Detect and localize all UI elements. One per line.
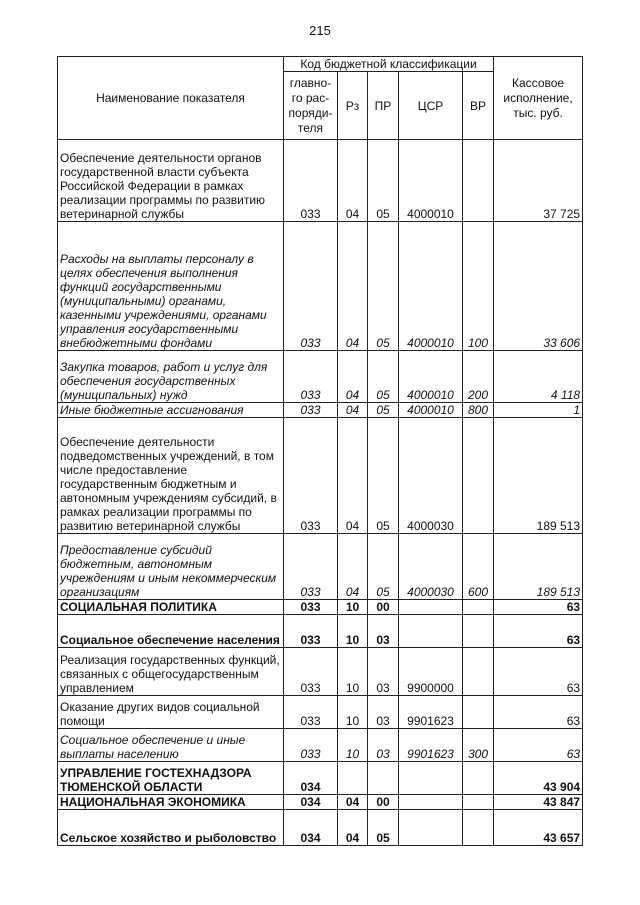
row-rz: 10: [338, 615, 368, 648]
header-csr: ЦСР: [399, 72, 463, 140]
row-amount: 63: [494, 600, 583, 615]
row-csr: 4000010: [399, 222, 463, 351]
header-amount: Кассовое исполнение, тыс. руб.: [494, 57, 583, 140]
row-amount: 33 606: [494, 222, 583, 351]
row-amount: 43 847: [494, 795, 583, 810]
row-gr: 033: [284, 600, 338, 615]
row-csr: 9900000: [399, 648, 463, 696]
header-code-group: Код бюджетной классификации: [284, 57, 494, 72]
row-vr: 100: [463, 222, 494, 351]
row-amount: 37 725: [494, 140, 583, 222]
header-name: Наименование показателя: [58, 57, 284, 140]
row-rz: 04: [338, 351, 368, 403]
row-gr: 033: [284, 351, 338, 403]
table-row: [58, 351, 583, 403]
table-row: [58, 615, 583, 648]
row-pr: 05: [368, 140, 399, 222]
row-csr: [399, 810, 463, 846]
row-vr: [463, 795, 494, 810]
row-csr: [399, 600, 463, 615]
row-csr: 4000010: [399, 403, 463, 418]
row-vr: [463, 615, 494, 648]
row-gr: 033: [284, 615, 338, 648]
row-csr: [399, 615, 463, 648]
table-row: [58, 600, 583, 615]
row-rz: [338, 762, 368, 795]
budget-table: [57, 56, 583, 846]
row-name: Реализация государственных функций, связанных с общегосударственным управлением: [58, 648, 284, 696]
row-rz: 04: [338, 534, 368, 600]
row-amount: 4 118: [494, 351, 583, 403]
row-name: Социальное обеспечение и иные выплаты населению: [58, 729, 284, 762]
row-amount: 43 657: [494, 810, 583, 846]
row-vr: 600: [463, 534, 494, 600]
row-name: Иные бюджетные ассигнования: [58, 403, 284, 418]
row-rz: 04: [338, 140, 368, 222]
row-pr: 00: [368, 795, 399, 810]
row-gr: 033: [284, 418, 338, 534]
row-amount: 63: [494, 648, 583, 696]
row-csr: 4000030: [399, 418, 463, 534]
row-pr: 03: [368, 729, 399, 762]
row-csr: 4000010: [399, 351, 463, 403]
row-rz: 10: [338, 600, 368, 615]
row-name: СОЦИАЛЬНАЯ ПОЛИТИКА: [58, 600, 284, 615]
page-number: 215: [309, 23, 331, 38]
row-csr: 4000010: [399, 140, 463, 222]
table-row: [58, 648, 583, 696]
row-gr: 033: [284, 648, 338, 696]
row-gr: 033: [284, 403, 338, 418]
row-name: Расходы на выплаты персоналу в целях обеспечения выполнения функций государственными (муниципальными) органами, казенными учреждениями, органами управления государственными внебюджетными фондами: [58, 222, 284, 351]
row-rz: 04: [338, 810, 368, 846]
row-csr: 9901623: [399, 729, 463, 762]
row-vr: 800: [463, 403, 494, 418]
table-row: [58, 140, 583, 222]
row-name: Предоставление субсидий бюджетным, автономным учреждениям и иным некоммерческим организациям: [58, 534, 284, 600]
row-pr: 03: [368, 648, 399, 696]
row-pr: 05: [368, 222, 399, 351]
row-amount: 1: [494, 403, 583, 418]
row-name: Оказание других видов социальной помощи: [58, 696, 284, 729]
row-vr: 200: [463, 351, 494, 403]
table-row: [58, 403, 583, 418]
row-rz: 04: [338, 403, 368, 418]
row-name: НАЦИОНАЛЬНАЯ ЭКОНОМИКА: [58, 795, 284, 810]
row-name: Обеспечение деятельности подведомственных учреждений, в том числе предоставление государственным бюджетным и автономным учреждениям субсидий, в рамках реализации программы по развитию ветеринарной службы: [58, 418, 284, 534]
header-pr: ПР: [368, 72, 399, 140]
row-pr: 00: [368, 600, 399, 615]
row-pr: 05: [368, 403, 399, 418]
row-name: Обеспечение деятельности органов государственной власти субъекта Российской Федерации в рамках реализации программы по развитию ветеринарной службы: [58, 140, 284, 222]
table-row: [58, 222, 583, 351]
header-vr: ВР: [463, 72, 494, 140]
row-name: Социальное обеспечение населения: [58, 615, 284, 648]
row-amount: 63: [494, 729, 583, 762]
row-pr: 05: [368, 418, 399, 534]
table-row: [58, 762, 583, 795]
row-csr: [399, 795, 463, 810]
row-gr: 033: [284, 729, 338, 762]
row-pr: 03: [368, 615, 399, 648]
row-gr: 034: [284, 795, 338, 810]
row-amount: 43 904: [494, 762, 583, 795]
row-gr: 033: [284, 534, 338, 600]
row-amount: 63: [494, 615, 583, 648]
row-gr: 034: [284, 762, 338, 795]
header-rz: Рз: [338, 72, 368, 140]
table-row: [58, 534, 583, 600]
row-rz: 04: [338, 222, 368, 351]
row-gr: 034: [284, 810, 338, 846]
table-row: [58, 696, 583, 729]
table-row: [58, 729, 583, 762]
row-vr: [463, 810, 494, 846]
row-pr: 05: [368, 351, 399, 403]
row-rz: 04: [338, 795, 368, 810]
row-pr: 05: [368, 810, 399, 846]
table-row: [58, 810, 583, 846]
row-vr: [463, 648, 494, 696]
row-rz: 10: [338, 696, 368, 729]
header-gr: главно-го рас-поряди-теля: [284, 72, 338, 140]
row-vr: [463, 140, 494, 222]
row-rz: 10: [338, 729, 368, 762]
row-pr: [368, 762, 399, 795]
row-csr: 9901623: [399, 696, 463, 729]
row-vr: [463, 600, 494, 615]
row-gr: 033: [284, 140, 338, 222]
row-amount: 189 513: [494, 534, 583, 600]
row-vr: 300: [463, 729, 494, 762]
row-rz: 10: [338, 648, 368, 696]
row-gr: 033: [284, 222, 338, 351]
row-vr: [463, 762, 494, 795]
row-name: Сельское хозяйство и рыболовство: [58, 810, 284, 846]
row-pr: 05: [368, 534, 399, 600]
row-csr: [399, 762, 463, 795]
row-vr: [463, 418, 494, 534]
row-vr: [463, 696, 494, 729]
row-amount: 189 513: [494, 418, 583, 534]
row-name: УПРАВЛЕНИЕ ГОСТЕХНАДЗОРА ТЮМЕНСКОЙ ОБЛАСТИ: [58, 762, 284, 795]
row-name: Закупка товаров, работ и услуг для обеспечения государственных (муниципальных) нужд: [58, 351, 284, 403]
row-amount: 63: [494, 696, 583, 729]
row-rz: 04: [338, 418, 368, 534]
table-row: [58, 795, 583, 810]
table-row: [58, 418, 583, 534]
row-gr: 033: [284, 696, 338, 729]
row-pr: 03: [368, 696, 399, 729]
row-csr: 4000030: [399, 534, 463, 600]
